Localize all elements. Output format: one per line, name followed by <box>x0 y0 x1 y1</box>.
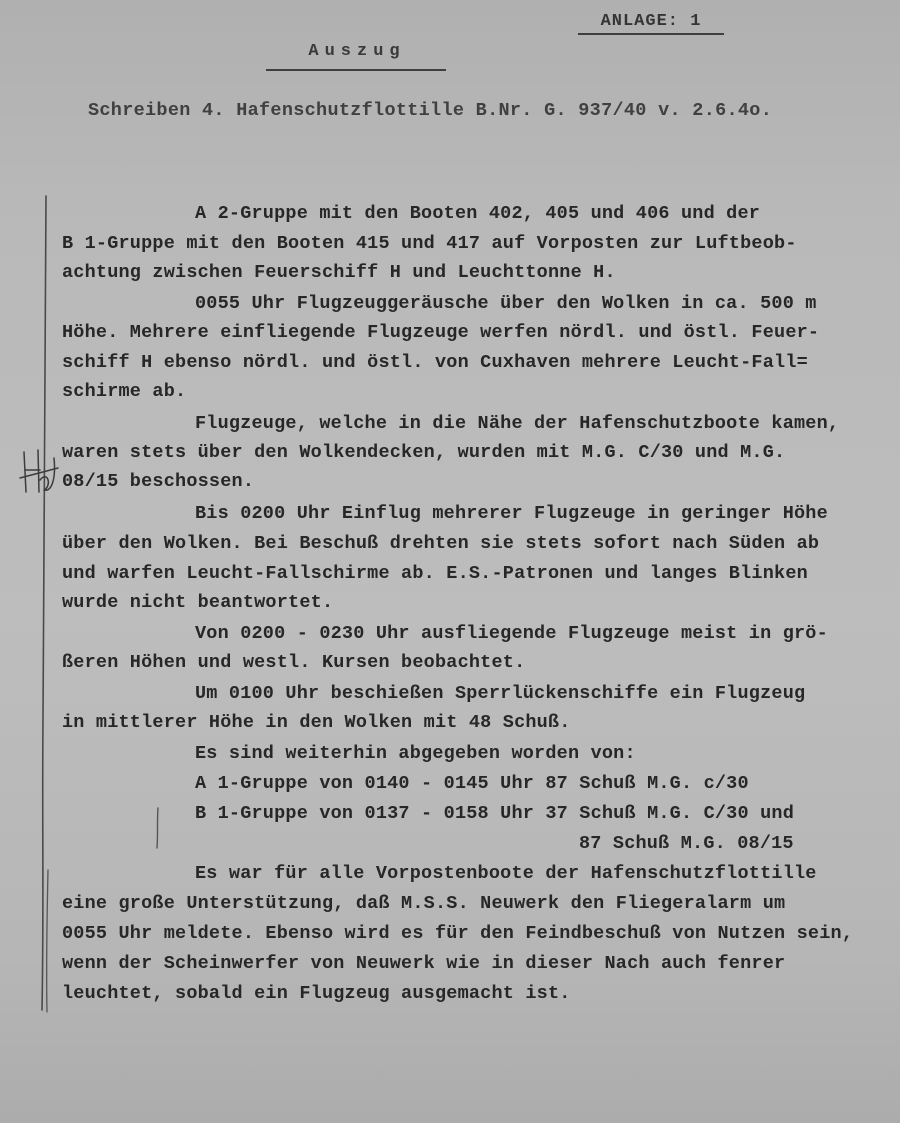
body-line: schiff H ebenso nördl. und östl. von Cuxhaven mehrere Leucht-Fall= <box>62 352 808 373</box>
body-line: A 2-Gruppe mit den Booten 402, 405 und 406 und der <box>195 203 761 224</box>
body-line: 08/15 beschossen. <box>62 471 255 492</box>
body-line: waren stets über den Wolkendecken, wurden mit M.G. C/30 und M.G. <box>62 442 786 463</box>
body-line: eine große Unterstützung, daß M.S.S. Neuwerk den Fliegeralarm um <box>62 893 786 914</box>
ammo-line: 87 Schuß M.G. 08/15 <box>579 833 794 854</box>
ammo-line: A 1-Gruppe von 0140 - 0145 Uhr 87 Schuß M.G. c/30 <box>195 773 749 794</box>
body-line: Es war für alle Vorpostenboote der Hafenschutzflottille <box>195 863 817 884</box>
body-line: ßeren Höhen und westl. Kursen beobachtet. <box>62 652 526 673</box>
body-line: Um 0100 Uhr beschießen Sperrlückenschiffe ein Flugzeug <box>195 683 806 704</box>
margin-line-lower <box>47 870 48 1012</box>
body-line: in mittlerer Höhe in den Wolken mit 48 Schuß. <box>62 712 571 733</box>
body-line: über den Wolken. Bei Beschuß drehten sie stets sofort nach Süden ab <box>62 533 820 554</box>
document-heading: Auszug <box>308 42 406 61</box>
margin-initials-signature <box>20 450 58 492</box>
body-line: schirme ab. <box>62 381 187 402</box>
body-line: Es sind weiterhin abgegeben worden von: <box>195 743 636 764</box>
body-line: wurde nicht beantwortet. <box>62 592 334 613</box>
body-line: 0055 Uhr meldete. Ebenso wird es für den Feindbeschuß von Nutzen sein, <box>62 923 854 944</box>
bracket-mark <box>157 808 158 848</box>
annex-label: ANLAGE: 1 <box>600 12 702 31</box>
body-line: Bis 0200 Uhr Einflug mehrerer Flugzeuge in geringer Höhe <box>195 503 828 524</box>
body-line: Flugzeuge, welche in die Nähe der Hafenschutzboote kamen, <box>195 413 840 434</box>
margin-line <box>42 196 46 1010</box>
body-line: und warfen Leucht-Fallschirme ab. E.S.-Patronen und langes Blinken <box>62 563 808 584</box>
body-line: Von 0200 - 0230 Uhr ausfliegende Flugzeuge meist in grö- <box>195 623 828 644</box>
letter-reference: Schreiben 4. Hafenschutzflottille B.Nr. G. 937/40 v. 2.6.4o. <box>88 100 773 121</box>
body-line: B 1-Gruppe mit den Booten 415 und 417 auf Vorposten zur Luftbeob- <box>62 233 797 254</box>
body-line: achtung zwischen Feuerschiff H und Leuchttonne H. <box>62 262 616 283</box>
body-line: wenn der Scheinwerfer von Neuwerk wie in dieser Nach auch fenrer <box>62 953 786 974</box>
ammo-line: B 1-Gruppe von 0137 - 0158 Uhr 37 Schuß M.G. C/30 und <box>195 803 794 824</box>
body-line: leuchtet, sobald ein Flugzeug ausgemacht ist. <box>62 983 571 1004</box>
body-line: 0055 Uhr Flugzeuggeräusche über den Wolken in ca. 500 m <box>195 293 817 314</box>
body-line: Höhe. Mehrere einfliegende Flugzeuge werfen nördl. und östl. Feuer- <box>62 322 820 343</box>
